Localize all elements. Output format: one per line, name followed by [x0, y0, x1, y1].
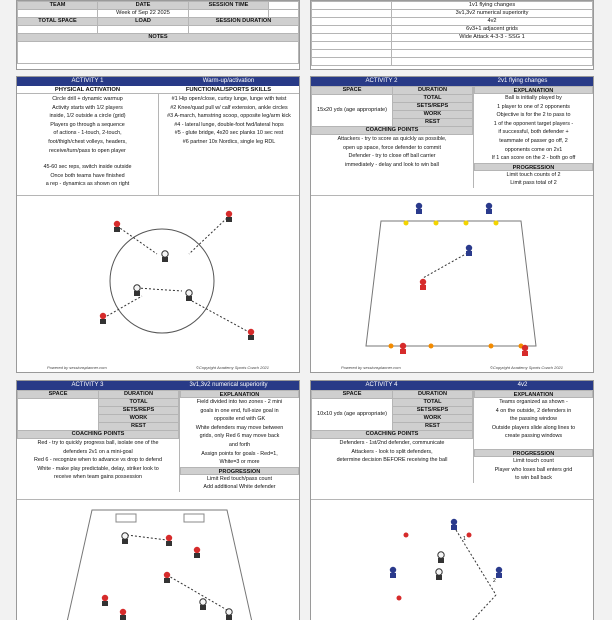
player-red: [114, 221, 120, 232]
activity-4-panel: [310, 380, 594, 620]
cone: [404, 533, 409, 538]
work-label: WORK: [99, 415, 179, 423]
pass-number: 2: [493, 578, 496, 584]
player-red: [400, 343, 406, 354]
player-red: [248, 329, 254, 340]
coaching-points-label: COACHING POINTS: [18, 431, 179, 439]
duration-label: DURATION: [99, 391, 179, 399]
pass-arrow: [423, 251, 471, 278]
space-value[interactable]: [18, 399, 99, 431]
activity-4-body: [311, 390, 593, 483]
player-white: [200, 599, 206, 610]
overview-table: [311, 1, 593, 66]
date-value[interactable]: Week of Sep 22 2025: [98, 10, 189, 18]
activity-3-space-table: [17, 390, 179, 439]
activity-2-title: ACTIVITY 2: [365, 78, 398, 84]
player-blue: [496, 567, 502, 578]
activity-2-space-table: [311, 86, 473, 135]
activity-1-text: [17, 94, 299, 195]
text-line: to win ball back: [515, 475, 552, 482]
text-line: Defender - try to close off ball carrier: [348, 153, 436, 160]
player-red: [194, 547, 200, 558]
text-line: 1 player to one of 2 opponents: [497, 103, 570, 110]
space-value[interactable]: 10x10 yds (age appropriate): [312, 399, 393, 431]
text-line: Field divided into two zones - 2 mini: [196, 399, 283, 405]
player-blue: [390, 567, 396, 578]
overview-row: 1v1 flying changes: [392, 2, 593, 10]
duration-label: DURATION: [393, 391, 473, 399]
overview-row: Wide Attack 4-3-3 - SSG 1: [392, 34, 593, 42]
explanation-label: EXPLANATION: [474, 390, 593, 398]
text-line: immediately - delay and look to win ball: [345, 161, 439, 168]
session-info-panel: [16, 0, 300, 70]
text-line: Once both teams have finished: [50, 172, 125, 179]
date-label: DATE: [98, 2, 189, 10]
text-line: Red 6 - recognize when to advance vs drop to defend: [34, 457, 162, 464]
text-line: Outside players slide along lines to: [491, 424, 576, 431]
notes-label: NOTES: [18, 34, 299, 42]
pass-arrow: [189, 218, 227, 254]
player-white: [134, 285, 140, 296]
activity-2-header: [311, 77, 593, 86]
rest-label: REST: [393, 119, 473, 127]
activity-4-subtitle: 4v2: [517, 382, 528, 388]
text-line: White - make play predictable, delay, striker look to: [37, 465, 159, 472]
text-line: if successful, both defender +: [498, 129, 569, 136]
text-line: White defenders may move between: [195, 424, 284, 431]
notes-field[interactable]: [18, 42, 299, 64]
text-line: #5 - glute bridge, 4x20 sec planks 10 sec rest: [174, 130, 284, 137]
player-red: [164, 572, 170, 583]
text-line: a rep - dynamics as shown on right: [45, 181, 130, 188]
sets-label: SETS/REPS: [99, 407, 179, 415]
session-duration-label: SESSION DURATION: [189, 18, 299, 26]
text-line: Assign points for goals - Red=1,: [201, 450, 278, 457]
rest-label: REST: [99, 423, 179, 431]
text-line: opponents come on 2v1: [504, 146, 563, 153]
coaching-points-label: COACHING POINTS: [312, 127, 473, 135]
text-line: teammate of passer go off, 2: [499, 137, 568, 144]
text-line: Defenders - 1st/2nd defender, communicate: [339, 440, 445, 446]
text-line: Circle drill + dynamic warmup: [52, 96, 123, 102]
field-outline: [366, 221, 536, 346]
text-line: determine decision BEFORE receiving the ball: [336, 457, 448, 464]
pass-arrow: [137, 288, 182, 291]
player-white: [438, 552, 444, 563]
activity-3-body: [17, 390, 299, 492]
activity-4-diagram[interactable]: [311, 499, 593, 620]
player-blue: [466, 245, 472, 256]
grid-circle: [110, 229, 214, 333]
text-line: receive/turn/pass to open player: [49, 147, 126, 154]
text-line: #2 Knee/quad pull w/ calf extension, ankle circles: [170, 104, 288, 111]
overview-row: 6v3+1 adjacent grids: [392, 26, 593, 34]
player-red: [420, 279, 426, 290]
player-blue: [416, 203, 422, 214]
text-line: open up space, force defender to commit: [343, 144, 441, 151]
text-line: Red - try to quickly progress ball, isolate one of the: [37, 440, 159, 446]
copyright-footer: ©Copyright Academy Sports Coach 2021: [489, 365, 563, 370]
activity-4-header: [311, 381, 593, 390]
team-field[interactable]: [18, 10, 98, 18]
activity-3-left: [17, 390, 179, 492]
activity-1-columns: [17, 86, 299, 94]
cone: [397, 596, 402, 601]
text-line: If 1 can score on the 2 - both go off: [491, 155, 576, 162]
pass-arrow: [471, 595, 496, 620]
text-line: grids, only Red 6 may move back: [199, 433, 280, 440]
text-line: opposite end with GK: [213, 416, 266, 423]
activity-2-subtitle: 2v1 flying changes: [497, 78, 548, 84]
overview-row: 4v2: [392, 18, 593, 26]
text-line: receive when team gains possession: [53, 474, 143, 481]
activity-2-diagram[interactable]: [311, 195, 593, 372]
total-label: TOTAL: [393, 95, 473, 103]
text-line: Attackers - try to score as quickly as possible,: [337, 136, 447, 142]
team-label: TEAM: [18, 2, 98, 10]
text-line: Limit pass total of 2: [510, 180, 557, 187]
cone: [464, 221, 469, 226]
total-space-label: TOTAL SPACE: [18, 18, 98, 26]
activity-4-title: ACTIVITY 4: [365, 382, 398, 388]
text-line: Limit touch counts of 2: [506, 171, 561, 178]
session-duration-field[interactable]: [189, 26, 299, 34]
text-line: Player who loses ball enters grid: [494, 466, 573, 473]
copyright-footer: ©Copyright Academy Sports Coach 2021: [195, 365, 269, 370]
text-line: Limit Red touch/pass count: [206, 475, 273, 482]
activity-2-left: [311, 86, 473, 188]
text-line: White=3 or more: [219, 459, 260, 466]
powered-by-footer: Powered by sessionsplanner.com: [47, 365, 107, 370]
functional-skills-label: FUNCTIONAL/SPORTS SKILLS: [185, 87, 272, 93]
progression-label: PROGRESSION: [474, 449, 593, 457]
player-red: [522, 345, 528, 356]
sets-label: SETS/REPS: [393, 407, 473, 415]
activity-4-left: [311, 390, 473, 483]
player-red: [120, 609, 126, 620]
session-time-label: SESSION TIME: [189, 2, 269, 10]
text-line: Attackers - look to split defenders,: [351, 448, 433, 455]
text-line: 1 of the opponent target players -: [493, 120, 574, 127]
total-label: TOTAL: [99, 399, 179, 407]
pass-arrow: [107, 296, 142, 316]
player-white: [226, 609, 232, 620]
activity-3-diagram[interactable]: [17, 499, 299, 620]
activity-3-title: ACTIVITY 3: [71, 382, 104, 388]
space-value[interactable]: 15x20 yds (age appropriate): [312, 95, 393, 127]
player-white: [436, 569, 442, 580]
load-label: LOAD: [98, 18, 189, 26]
space-label: SPACE: [312, 87, 393, 95]
activity-3-panel: [16, 380, 300, 620]
four-v-two-diagram: [311, 500, 593, 620]
activity-3-right: [179, 390, 299, 492]
player-blue: [451, 519, 457, 530]
text-line: #3 A-march, hamstring scoop, opposite leg/arm kick: [167, 113, 291, 120]
explanation-label: EXPLANATION: [180, 390, 299, 398]
activity-1-title: ACTIVITY 1: [71, 78, 104, 84]
flying-changes-diagram: [311, 196, 593, 372]
text-line: Ball is initially played by: [505, 95, 562, 101]
activity-3-header: [17, 381, 299, 390]
text-line: of actions - 1-touch, 2-touch,: [53, 130, 122, 137]
activity-1-header: [17, 77, 299, 86]
activity-2-panel: [310, 76, 594, 373]
activity-1-subtitle: Warm-up/activation: [202, 78, 255, 84]
activity-3-subtitle: 3v1,3v2 numerical superiority: [189, 382, 268, 388]
cone: [434, 221, 439, 226]
text-line: Activity starts with 1/2 players: [52, 104, 123, 111]
total-space-field[interactable]: [18, 26, 98, 34]
circle-drill-diagram: [17, 196, 299, 372]
text-line: Players go through a sequence: [50, 121, 125, 128]
coaching-points-label: COACHING POINTS: [312, 431, 473, 439]
text-line: Add additional White defender: [203, 484, 276, 491]
activity-4-right: [473, 390, 593, 483]
space-label: SPACE: [312, 391, 393, 399]
text-line: and forth: [228, 441, 251, 448]
cone: [489, 344, 494, 349]
text-line: foot/thigh/chest volleys, headers,: [48, 138, 127, 145]
text-line: Teams organized as shown -: [499, 399, 568, 405]
duration-label: DURATION: [393, 87, 473, 95]
text-line: create passing windows: [504, 433, 563, 440]
text-line: #1 Hip open/close, curtsy lunge, lunge with twist: [171, 96, 287, 102]
text-line: 45-60 sec reps, switch inside outside: [43, 164, 132, 171]
load-field[interactable]: [98, 26, 189, 34]
player-white: [122, 533, 128, 544]
rest-label: REST: [393, 423, 473, 431]
text-line: [474, 441, 593, 449]
progression-label: PROGRESSION: [474, 163, 593, 171]
work-label: WORK: [393, 111, 473, 119]
text-line: Limit touch count: [513, 457, 554, 464]
progression-label: PROGRESSION: [180, 467, 299, 475]
mini-goal: [184, 514, 204, 522]
activity-2-body: [311, 86, 593, 188]
text-line: goals in one end, full-size goal in: [200, 407, 279, 414]
powered-by-footer: Powered by sessionsplanner.com: [341, 365, 401, 370]
pass-arrow: [127, 535, 167, 540]
cone: [429, 344, 434, 349]
text-line: #4 - lateral lunge, double-foot fwd/lateral hops: [174, 121, 284, 128]
pass-arrow: [456, 530, 496, 595]
text-line: 4 on the outside, 2 defenders in: [495, 407, 572, 414]
player-white: [162, 251, 168, 262]
text-line: defenders 2v1 on a mini-goal: [63, 448, 133, 455]
pass-arrow: [167, 575, 227, 610]
player-white: [186, 290, 192, 301]
field-outline: [67, 510, 252, 620]
overview-row: 3v1,3v2 numerical superiority: [392, 10, 593, 18]
session-info-table: [17, 1, 299, 64]
text-line: [17, 155, 158, 163]
player-red: [100, 313, 106, 324]
activity-2-right: [473, 86, 593, 188]
numerical-superiority-diagram: [17, 500, 299, 620]
activity-1-panel: [16, 76, 300, 373]
functional-skills-text: [159, 94, 299, 195]
mini-goal: [116, 514, 136, 522]
cone: [389, 344, 394, 349]
space-label: SPACE: [18, 391, 99, 399]
session-time-field[interactable]: [269, 2, 299, 10]
text-line: #6 partner 10x Nordics, single leg RDL: [182, 138, 276, 145]
pass-number: 1: [463, 536, 466, 542]
player-red: [226, 211, 232, 222]
cone: [494, 221, 499, 226]
activity-1-diagram[interactable]: [17, 195, 299, 372]
cone: [467, 533, 472, 538]
cone: [404, 221, 409, 226]
total-label: TOTAL: [393, 399, 473, 407]
activity-4-space-table: [311, 390, 473, 439]
overview-panel: [310, 0, 594, 70]
text-line: Objective is for the 2 to pass to: [496, 112, 571, 119]
text-line: the passing window: [509, 416, 558, 423]
work-label: WORK: [393, 415, 473, 423]
physical-activation-text: [17, 94, 159, 195]
text-line: inside, 1/2 outside a circle (grid): [49, 113, 126, 120]
sets-label: SETS/REPS: [393, 103, 473, 111]
physical-activation-label: PHYSICAL ACTIVATION: [54, 87, 121, 93]
player-blue: [486, 203, 492, 214]
explanation-label: EXPLANATION: [474, 86, 593, 94]
player-red: [102, 595, 108, 606]
